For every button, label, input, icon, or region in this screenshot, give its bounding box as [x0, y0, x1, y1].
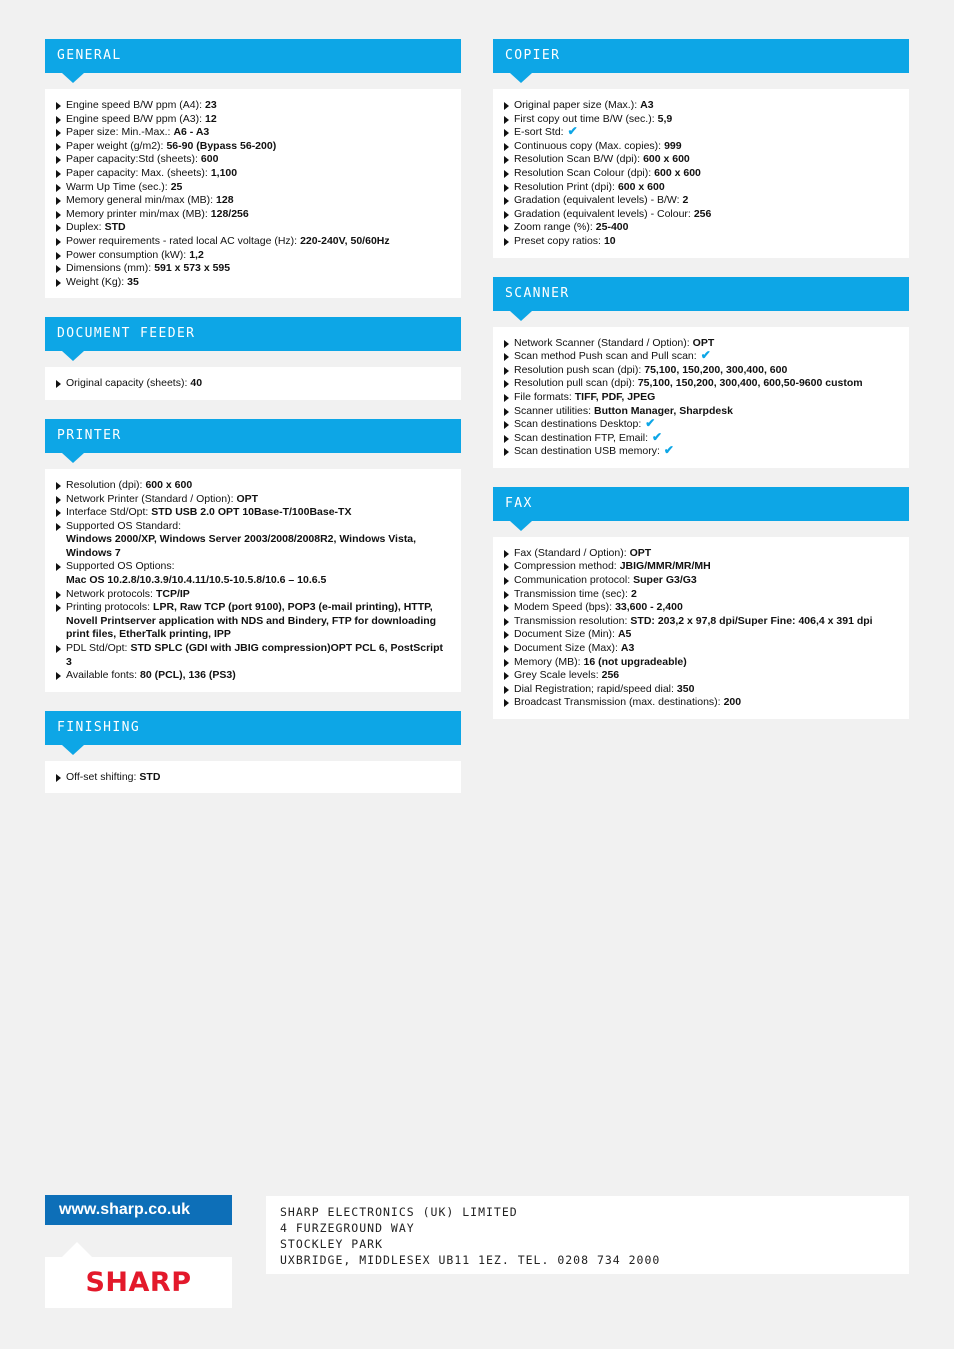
- spec-value: OPT: [692, 336, 715, 349]
- spec-value: STD SPLC (GDI with JBIG compression)OPT PCL 6, PostScript 3: [66, 642, 444, 668]
- spec-value: 5,9: [657, 112, 673, 125]
- spec-label: PDL Std/Opt:: [66, 642, 128, 655]
- spec-value: 25-400: [595, 221, 629, 234]
- spec-label: Transmission resolution:: [514, 614, 628, 627]
- spec-label: Paper size: Min.-Max.:: [66, 126, 171, 139]
- sharp-logo: [45, 1257, 232, 1308]
- spec-item: [56, 113, 449, 127]
- spec-item: [504, 235, 897, 249]
- spec-item: [504, 167, 897, 181]
- spec-item: [56, 181, 449, 195]
- spec-item: [56, 262, 449, 276]
- spec-label: Network Printer (Standard / Option):: [66, 492, 234, 505]
- spec-item: [504, 208, 897, 222]
- spec-item: [504, 194, 897, 208]
- spec-label: Available fonts:: [66, 669, 138, 682]
- spec-item: [56, 276, 449, 290]
- spec-label: Paper capacity: Max. (sheets):: [66, 166, 208, 179]
- section-header: [493, 39, 909, 73]
- triangle-right-icon: [504, 184, 509, 192]
- right-column: [493, 39, 909, 738]
- checkmark-icon: ✔: [652, 429, 663, 444]
- spec-value: 600 x 600: [654, 166, 701, 179]
- triangle-right-icon: [504, 550, 509, 558]
- triangle-right-icon: [56, 184, 61, 192]
- spec-label: Duplex:: [66, 221, 102, 234]
- spec-value: 600 x 600: [643, 153, 690, 166]
- spec-value: A3: [620, 642, 635, 655]
- triangle-right-icon: [504, 604, 509, 612]
- spec-item: [504, 140, 897, 154]
- spec-item: [56, 140, 449, 154]
- spec-label: Scan destination FTP, Email:: [514, 431, 649, 444]
- header-notch: [510, 311, 532, 321]
- logo-notch: [62, 1242, 92, 1257]
- spec-value: 256: [693, 207, 712, 220]
- triangle-right-icon: [504, 591, 509, 599]
- spec-label: Fax (Standard / Option):: [514, 546, 627, 559]
- spec-value: 80 (PCL), 136 (PS3): [140, 669, 236, 682]
- spec-value: 2: [630, 587, 637, 600]
- spec-label: Resolution (dpi):: [66, 478, 143, 491]
- spec-item: [504, 350, 897, 364]
- spec-item: [504, 391, 897, 405]
- spec-label: Document Size (Max):: [514, 642, 618, 655]
- section-header: [45, 39, 461, 73]
- triangle-right-icon: [504, 408, 509, 416]
- spec-value: 40: [190, 377, 203, 390]
- triangle-right-icon: [504, 116, 509, 124]
- triangle-right-icon: [504, 211, 509, 219]
- spec-value: TCP/IP: [155, 587, 190, 600]
- spec-item: [504, 153, 897, 167]
- spec-label: First copy out time B/W (sec.):: [514, 112, 655, 125]
- spec-item: [504, 445, 897, 459]
- triangle-right-icon: [56, 252, 61, 260]
- spec-item: [504, 628, 897, 642]
- triangle-right-icon: [504, 143, 509, 151]
- address-line: STOCKLEY PARK: [280, 1237, 384, 1251]
- checkmark-icon: ✔: [567, 124, 578, 139]
- header-notch: [62, 745, 84, 755]
- spec-value: 35: [127, 275, 139, 288]
- spec-item: [504, 696, 897, 710]
- spec-value: 12: [204, 112, 217, 125]
- spec-value: 256: [601, 669, 620, 682]
- checkmark-icon: ✔: [663, 443, 674, 458]
- spec-label: Resolution push scan (dpi):: [514, 363, 642, 376]
- triangle-right-icon: [56, 129, 61, 137]
- spec-value: Windows 2000/XP, Windows Server 2003/2008/2008R2, Windows Vista, Windows 7: [66, 533, 417, 559]
- section-body: [493, 89, 909, 258]
- spec-item: [504, 126, 897, 140]
- spec-value: 10: [603, 234, 616, 247]
- triangle-right-icon: [56, 116, 61, 124]
- triangle-right-icon: [504, 421, 509, 429]
- spec-label: Modem Speed (bps):: [514, 601, 613, 614]
- spec-value: TIFF, PDF, JPEG: [574, 390, 656, 403]
- spec-label: Scan destinations Desktop:: [514, 418, 642, 431]
- spec-label: Preset copy ratios:: [514, 234, 601, 247]
- section-copier: [493, 39, 909, 258]
- spec-label: Supported OS Standard:: [66, 519, 181, 532]
- spec-value: 220-240V, 50/60Hz: [300, 234, 390, 247]
- triangle-right-icon: [504, 448, 509, 456]
- spec-item: [56, 377, 449, 391]
- spec-value: 128: [216, 194, 234, 207]
- spec-label: Original capacity (sheets):: [66, 377, 188, 390]
- triangle-right-icon: [56, 224, 61, 232]
- spec-value: 1,100: [210, 166, 238, 179]
- triangle-right-icon: [56, 774, 61, 782]
- spec-value: STD: [139, 770, 161, 783]
- spec-label: Weight (Kg):: [66, 275, 125, 288]
- spec-value: 350: [676, 682, 695, 695]
- triangle-right-icon: [56, 496, 61, 504]
- section-body: [45, 761, 461, 794]
- spec-item: [56, 669, 449, 683]
- spec-label: Paper weight (g/m2):: [66, 139, 164, 152]
- triangle-right-icon: [504, 353, 509, 361]
- spec-item: [504, 113, 897, 127]
- triangle-right-icon: [504, 170, 509, 178]
- section-title: COPIER: [505, 48, 561, 63]
- spec-label: Printing protocols:: [66, 601, 151, 614]
- spec-label: Interface Std/Opt:: [66, 506, 149, 519]
- triangle-right-icon: [56, 197, 61, 205]
- spec-label: Paper capacity:Std (sheets):: [66, 153, 198, 166]
- spec-label: Off-set shifting:: [66, 770, 137, 783]
- spec-label: Power consumption (kW):: [66, 248, 187, 261]
- triangle-right-icon: [504, 563, 509, 571]
- section-header: [45, 317, 461, 351]
- triangle-right-icon: [56, 591, 61, 599]
- spec-label: Supported OS Options:: [66, 560, 175, 573]
- triangle-right-icon: [56, 604, 61, 612]
- spec-label: Engine speed B/W ppm (A3):: [66, 112, 202, 125]
- spec-label: Dial Registration; rapid/speed dial:: [514, 682, 674, 695]
- triangle-right-icon: [56, 211, 61, 219]
- spec-item: [504, 601, 897, 615]
- spec-value: 25: [170, 180, 183, 193]
- spec-item: [504, 615, 897, 629]
- triangle-right-icon: [56, 672, 61, 680]
- section-title: PRINTER: [57, 427, 122, 443]
- spec-value: 75,100, 150,200, 300,400, 600,50-9600 custom: [637, 377, 863, 390]
- triangle-right-icon: [504, 340, 509, 348]
- triangle-right-icon: [56, 265, 61, 273]
- triangle-right-icon: [504, 197, 509, 205]
- spec-label: Resolution Print (dpi):: [514, 180, 615, 193]
- spec-label: Scan destination USB memory:: [514, 445, 660, 458]
- spec-item: [56, 249, 449, 263]
- section-body: [45, 469, 461, 692]
- triangle-right-icon: [504, 435, 509, 443]
- triangle-right-icon: [504, 102, 509, 110]
- website-link[interactable]: www.sharp.co.uk: [45, 1195, 232, 1225]
- spec-value: LPR, Raw TCP (port 9100), POP3 (e-mail printing), HTTP, Novell Printserver application with NDS and Bindery, FTP for downloading print files, EtherTalk printing, IPP: [66, 601, 437, 641]
- spec-value: 1,2: [189, 248, 204, 261]
- triangle-right-icon: [504, 645, 509, 653]
- spec-value: 75,100, 150,200, 300,400, 600: [644, 363, 788, 376]
- spec-item: [56, 153, 449, 167]
- spec-item: [504, 181, 897, 195]
- section-body: [493, 327, 909, 468]
- spec-item: [504, 683, 897, 697]
- spec-label: Scan method Push scan and Pull scan:: [514, 350, 697, 363]
- company-address: [266, 1196, 909, 1274]
- triangle-right-icon: [56, 482, 61, 490]
- spec-item: [56, 601, 449, 642]
- triangle-right-icon: [56, 380, 61, 388]
- spec-label: Grey Scale levels:: [514, 669, 599, 682]
- spec-item: [56, 167, 449, 181]
- spec-item: [504, 574, 897, 588]
- triangle-right-icon: [56, 238, 61, 246]
- spec-item: [504, 642, 897, 656]
- spec-item: [56, 588, 449, 602]
- spec-item: [56, 126, 449, 140]
- spec-label: Gradation (equivalent levels) - Colour:: [514, 207, 691, 220]
- spec-label: Memory (MB):: [514, 655, 581, 668]
- spec-value: 33,600 - 2,400: [615, 601, 683, 614]
- header-notch: [510, 521, 532, 531]
- spec-item: [56, 194, 449, 208]
- spec-item: [56, 493, 449, 507]
- spec-item: [504, 418, 897, 432]
- spec-value: 23: [204, 99, 217, 111]
- triangle-right-icon: [504, 631, 509, 639]
- triangle-right-icon: [56, 509, 61, 517]
- section-header: [493, 487, 909, 521]
- section-document-feeder: [45, 317, 461, 400]
- spec-label: Broadcast Transmission (max. destinations):: [514, 696, 721, 709]
- spec-value: A6 - A3: [173, 126, 210, 139]
- triangle-right-icon: [504, 238, 509, 246]
- spec-item: [56, 208, 449, 222]
- spec-label: Communication protocol:: [514, 574, 631, 587]
- spec-item: [56, 520, 449, 561]
- spec-label: Resolution Scan B/W (dpi):: [514, 153, 641, 166]
- spec-label: Compression method:: [514, 560, 617, 573]
- triangle-right-icon: [56, 279, 61, 287]
- triangle-right-icon: [504, 367, 509, 375]
- address-line: SHARP ELECTRONICS (UK) LIMITED: [280, 1205, 518, 1219]
- spec-label: Network protocols:: [66, 587, 153, 600]
- spec-item: [56, 235, 449, 249]
- spec-label: Original paper size (Max.):: [514, 99, 638, 111]
- spec-label: Engine speed B/W ppm (A4):: [66, 99, 202, 111]
- section-body: [45, 89, 461, 298]
- spec-label: Document Size (Min):: [514, 628, 615, 641]
- spec-label: Power requirements - rated local AC voltage (Hz):: [66, 234, 298, 247]
- spec-label: Resolution pull scan (dpi):: [514, 377, 635, 390]
- spec-item: [504, 656, 897, 670]
- section-title: SCANNER: [505, 285, 570, 301]
- spec-value: 600 x 600: [145, 478, 193, 491]
- spec-item: [504, 560, 897, 574]
- spec-item: [56, 99, 449, 113]
- left-column: [45, 39, 461, 812]
- triangle-right-icon: [504, 224, 509, 232]
- spec-label: Scanner utilities:: [514, 404, 592, 417]
- checkmark-icon: ✔: [700, 348, 711, 363]
- spec-item: [504, 429, 897, 446]
- spec-value: 2: [682, 194, 689, 207]
- triangle-right-icon: [504, 686, 509, 694]
- section-title: GENERAL: [57, 48, 122, 63]
- section-title: FINISHING: [57, 719, 141, 735]
- triangle-right-icon: [504, 156, 509, 164]
- section-title: FAX: [505, 495, 533, 511]
- spec-label: Warm Up Time (sec.):: [66, 180, 168, 193]
- section-printer: [45, 419, 461, 692]
- section-body: [493, 537, 909, 719]
- section-header: [45, 419, 461, 453]
- spec-item: [504, 377, 897, 391]
- address-line: 4 FURZEGROUND WAY: [280, 1221, 415, 1235]
- spec-item: [504, 405, 897, 419]
- spec-item: [504, 588, 897, 602]
- spec-label: File formats:: [514, 390, 572, 403]
- spec-value: A5: [617, 628, 632, 641]
- spec-label: Dimensions (mm):: [66, 262, 152, 275]
- triangle-right-icon: [56, 102, 61, 110]
- section-header: [493, 277, 909, 311]
- spec-label: Transmission time (sec):: [514, 587, 628, 600]
- spec-item: [504, 669, 897, 683]
- spec-value: STD: [104, 221, 126, 234]
- section-fax: [493, 487, 909, 719]
- triangle-right-icon: [56, 563, 61, 571]
- header-notch: [62, 453, 84, 463]
- spec-label: Memory printer min/max (MB):: [66, 207, 208, 220]
- spec-label: Network Scanner (Standard / Option):: [514, 336, 690, 349]
- spec-value: 591 x 573 x 595: [154, 262, 231, 275]
- triangle-right-icon: [56, 645, 61, 653]
- spec-value: 999: [664, 139, 682, 152]
- spec-item: [56, 771, 449, 785]
- section-title: DOCUMENT FEEDER: [57, 326, 196, 342]
- spec-value: 600 x 600: [617, 180, 665, 193]
- spec-item: [56, 221, 449, 235]
- spec-item: [56, 560, 449, 587]
- spec-value: Super G3/G3: [633, 574, 697, 587]
- checkmark-icon: ✔: [645, 416, 656, 431]
- spec-value: Mac OS 10.2.8/10.3.9/10.4.11/10.5-10.5.8/10.6 – 10.6.5: [66, 574, 327, 587]
- triangle-right-icon: [504, 618, 509, 626]
- section-scanner: [493, 277, 909, 468]
- triangle-right-icon: [504, 672, 509, 680]
- spec-value: 16 (not upgradeable): [583, 655, 687, 668]
- spec-value: 128/256: [210, 207, 249, 220]
- triangle-right-icon: [504, 659, 509, 667]
- spec-value: 56-90 (Bypass 56-200): [166, 139, 277, 152]
- spec-value: OPT: [236, 492, 259, 505]
- section-body: [45, 367, 461, 400]
- spec-item: [504, 99, 897, 113]
- spec-value: Button Manager, Sharpdesk: [594, 404, 733, 417]
- header-notch: [510, 73, 532, 83]
- spec-item: [504, 221, 897, 235]
- spec-label: Resolution Scan Colour (dpi):: [514, 166, 652, 179]
- spec-label: Continuous copy (Max. copies):: [514, 139, 662, 152]
- triangle-right-icon: [56, 170, 61, 178]
- spec-value: JBIG/MMR/MR/MH: [619, 560, 711, 573]
- spec-item: [56, 506, 449, 520]
- spec-item: [56, 479, 449, 493]
- triangle-right-icon: [504, 394, 509, 402]
- spec-label: Zoom range (%):: [514, 221, 593, 234]
- spec-value: OPT: [629, 546, 652, 559]
- section-finishing: [45, 711, 461, 794]
- spec-value: A3: [640, 99, 654, 111]
- spec-item: [56, 642, 449, 669]
- spec-value: 600: [200, 153, 219, 166]
- spec-label: Gradation (equivalent levels) - B/W:: [514, 194, 680, 207]
- address-line: UXBRIDGE, MIDDLESEX UB11 1EZ. TEL. 0208 734 2000: [280, 1253, 661, 1267]
- spec-item: [504, 547, 897, 561]
- header-notch: [62, 351, 84, 361]
- spec-item: [504, 364, 897, 378]
- triangle-right-icon: [56, 143, 61, 151]
- triangle-right-icon: [504, 577, 509, 585]
- spec-label: E-sort Std:: [514, 126, 564, 139]
- spec-value: STD USB 2.0 OPT 10Base-T/100Base-TX: [151, 506, 352, 519]
- section-general: [45, 39, 461, 298]
- triangle-right-icon: [504, 699, 509, 707]
- triangle-right-icon: [504, 129, 509, 137]
- logo-text: SHARP: [85, 1267, 192, 1298]
- spec-value: 200: [723, 696, 742, 709]
- header-notch: [62, 73, 84, 83]
- triangle-right-icon: [504, 380, 509, 388]
- triangle-right-icon: [56, 523, 61, 531]
- spec-value: STD: 203,2 x 97,8 dpi/Super Fine: 406,4 x 391 dpi: [630, 614, 873, 627]
- spec-label: Memory general min/max (MB):: [66, 194, 214, 207]
- section-header: [45, 711, 461, 745]
- triangle-right-icon: [56, 156, 61, 164]
